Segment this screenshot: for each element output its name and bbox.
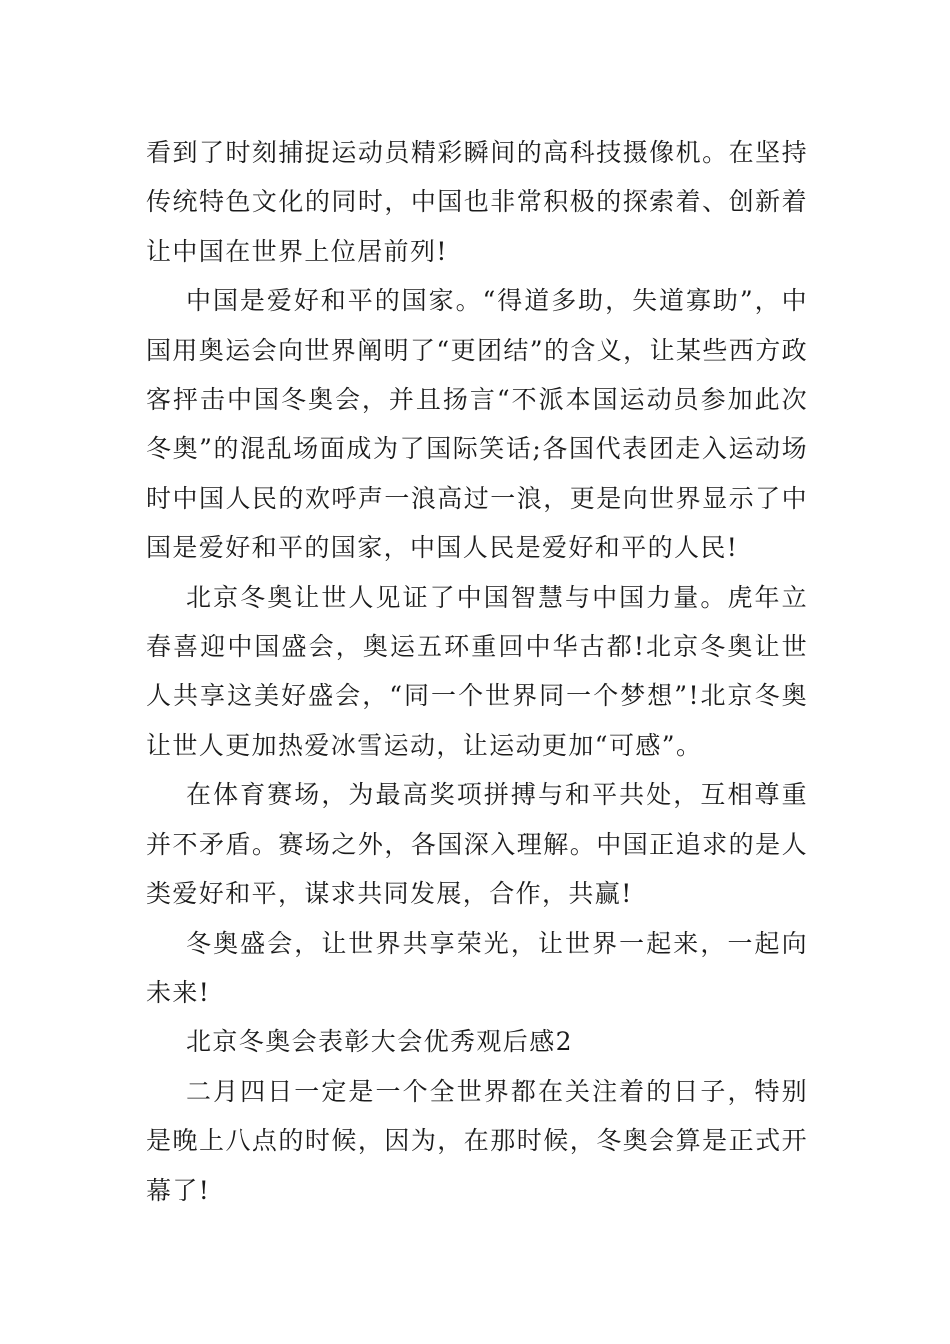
paragraph-5: 冬奥盛会，让世界共享荣光，让世界一起来，一起向未来! xyxy=(146,928,808,1007)
paragraph-2: 中国是爱好和平的国家。“得道多助，失道寡助”，中国用奥运会向世界阐明了“更团结”的含义，让某些西方政客抨击中国冬奥会，并且扬言“不派本国运动员参加此次冬奥”的混乱场面成为了国际笑话;各国代表团走入运动场时中国人民的欢呼声一浪高过一浪，更是向世界显示了中国是爱好和平的国家，中国人民是爱好和平的人民! xyxy=(146,286,808,563)
paragraph-6: 二月四日一定是一个全世界都在关注着的日子，特别是晚上八点的时候，因为，在那时候，冬奥会算是正式开幕了! xyxy=(146,1076,808,1205)
paragraph-1: 看到了时刻捕捉运动员精彩瞬间的高科技摄像机。在坚持传统特色文化的同时，中国也非常积极的探索着、创新着让中国在世界上位居前列! xyxy=(146,138,808,266)
section-heading: 北京冬奥会表彰大会优秀观后感2 xyxy=(186,1027,573,1057)
paragraph-4: 在体育赛场，为最高奖项拼搏与和平共处，互相尊重并不矛盾。赛场之外，各国深入理解。中国正追求的是人类爱好和平，谋求共同发展，合作，共赢! xyxy=(146,780,808,909)
document-page xyxy=(146,128,808,1215)
paragraph-3: 北京冬奥让世人见证了中国智慧与中国力量。虎年立春喜迎中国盛会，奥运五环重回中华古都!北京冬奥让世人共享这美好盛会，“同一个世界同一个梦想”!北京冬奥让世人更加热爱冰雪运动，让运动更加“可感”。 xyxy=(146,582,808,760)
